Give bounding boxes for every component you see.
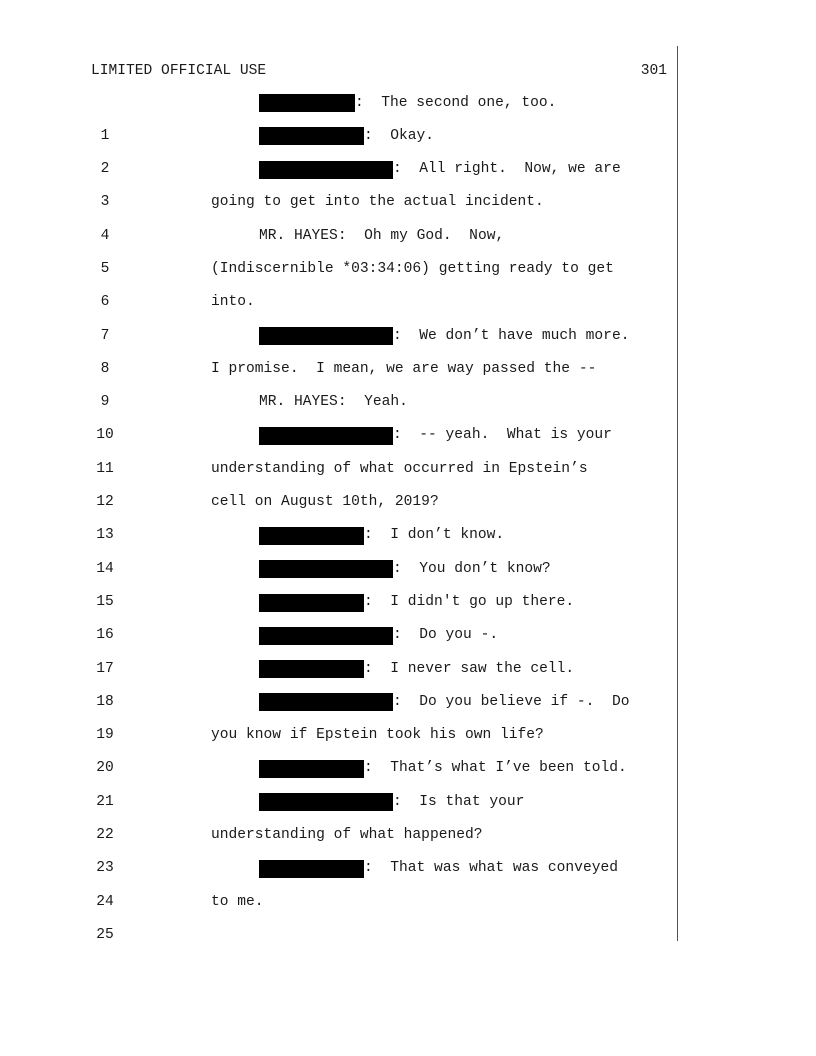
line-number: 9 bbox=[100, 394, 110, 411]
line-number: 6 bbox=[100, 294, 110, 311]
line-text: : I didn't go up there. bbox=[364, 593, 575, 610]
line-text: : We don’t have much more. bbox=[393, 327, 630, 344]
line-number: 2 bbox=[100, 161, 110, 178]
line-number: 16 bbox=[96, 627, 114, 644]
redaction-block bbox=[259, 560, 393, 578]
redaction-block bbox=[259, 427, 393, 445]
line-text: going to get into the actual incident. bbox=[211, 194, 544, 211]
line-number: 11 bbox=[96, 460, 114, 477]
line-number: 17 bbox=[96, 660, 114, 677]
line-number: 15 bbox=[96, 593, 114, 610]
line-text: : Okay. bbox=[364, 127, 435, 144]
line-number: 7 bbox=[100, 327, 110, 344]
line-number: 23 bbox=[96, 860, 114, 877]
line-text: MR. HAYES: Yeah. bbox=[259, 394, 408, 411]
page-number: 301 bbox=[640, 63, 667, 79]
line-number: 4 bbox=[100, 227, 110, 244]
line-text: : That was what was conveyed bbox=[364, 860, 618, 877]
line-text: : -- yeah. What is your bbox=[393, 427, 612, 444]
redaction-block bbox=[259, 760, 364, 778]
redaction-block bbox=[259, 594, 364, 612]
redaction-block bbox=[259, 527, 364, 545]
line-number: 22 bbox=[96, 827, 114, 844]
transcript-lines bbox=[0, 87, 816, 943]
line-number: 20 bbox=[96, 760, 114, 777]
line-number: 25 bbox=[96, 926, 114, 943]
line-text: (Indiscernible *03:34:06) getting ready to get bbox=[211, 260, 614, 277]
line-text: understanding of what occurred in Epstein’s bbox=[211, 460, 588, 477]
redaction-block bbox=[259, 860, 364, 878]
line-text: : Do you believe if -. Do bbox=[393, 693, 630, 710]
line-text: : All right. Now, we are bbox=[393, 161, 621, 178]
line-text: understanding of what happened? bbox=[211, 827, 483, 844]
redaction-block bbox=[259, 161, 393, 179]
line-text: : I never saw the cell. bbox=[364, 660, 575, 677]
redaction-block bbox=[259, 94, 355, 112]
transcript-line bbox=[0, 886, 816, 943]
redaction-block bbox=[259, 793, 393, 811]
line-number: 12 bbox=[96, 494, 114, 511]
line-text: to me. bbox=[211, 893, 264, 910]
line-number: 21 bbox=[96, 793, 114, 810]
line-number: 5 bbox=[100, 260, 110, 277]
line-text: : You don’t know? bbox=[393, 560, 551, 577]
line-text: you know if Epstein took his own life? bbox=[211, 727, 544, 744]
line-text: I promise. I mean, we are way passed the -- bbox=[211, 360, 597, 377]
line-text: : The second one, too. bbox=[355, 94, 557, 111]
redaction-block bbox=[259, 660, 364, 678]
line-number: 8 bbox=[100, 360, 110, 377]
line-text: MR. HAYES: Oh my God. Now, bbox=[259, 227, 505, 244]
line-text: : Is that your bbox=[393, 793, 525, 810]
line-text: cell on August 10th, 2019? bbox=[211, 494, 439, 511]
line-number: 24 bbox=[96, 893, 114, 910]
line-number: 19 bbox=[96, 727, 114, 744]
line-text: into. bbox=[211, 294, 255, 311]
classification-header: LIMITED OFFICIAL USE bbox=[91, 63, 267, 79]
line-text: : Do you -. bbox=[393, 627, 499, 644]
redaction-block bbox=[259, 327, 393, 345]
line-number: 18 bbox=[96, 693, 114, 710]
line-number: 10 bbox=[96, 427, 114, 444]
redaction-block bbox=[259, 127, 364, 145]
redaction-block bbox=[259, 693, 393, 711]
line-number: 3 bbox=[100, 194, 110, 211]
line-number: 14 bbox=[96, 560, 114, 577]
redaction-block bbox=[259, 627, 393, 645]
line-text: : That’s what I’ve been told. bbox=[364, 760, 627, 777]
line-number: 1 bbox=[100, 127, 110, 144]
line-number: 13 bbox=[96, 527, 114, 544]
line-text: : I don’t know. bbox=[364, 527, 505, 544]
